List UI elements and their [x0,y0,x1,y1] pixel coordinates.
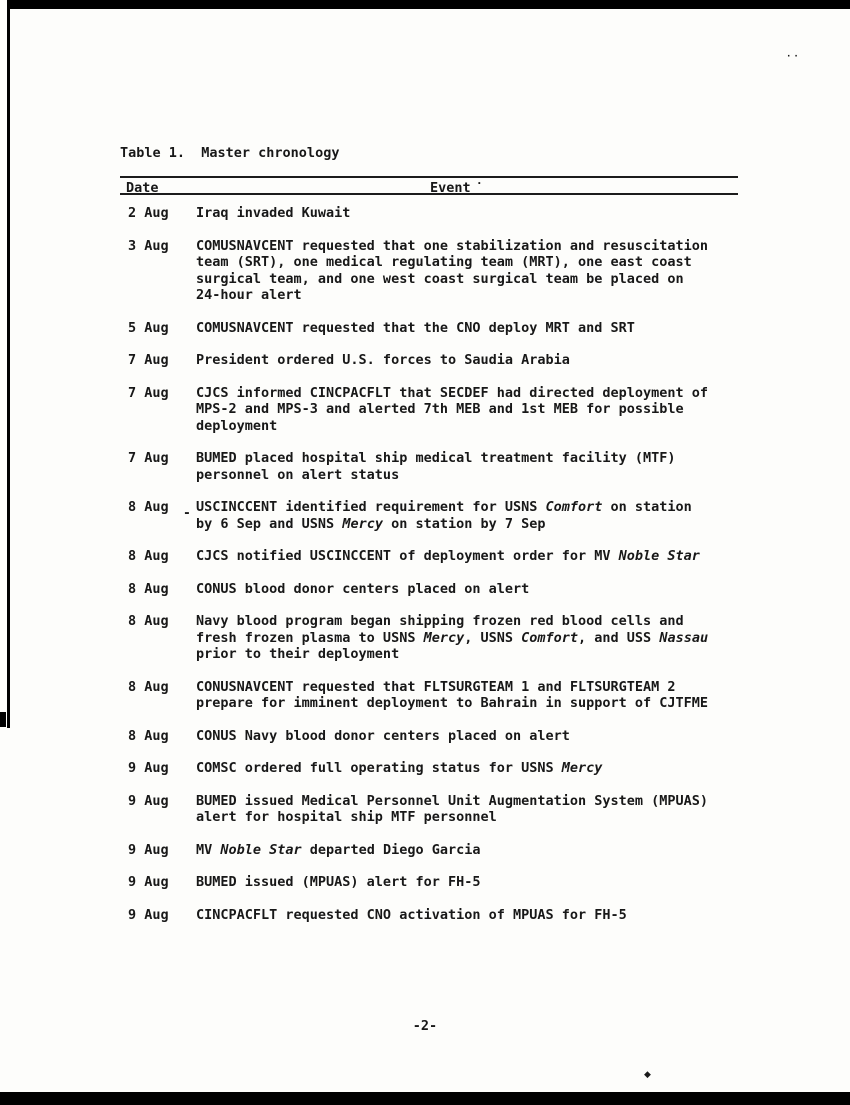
event-line: by 6 Sep and USNS Mercy on station by 7 Sep [196,515,546,532]
table-row [128,793,773,826]
date-cell: 8 Aug [128,678,169,695]
chronology-rows [128,205,773,939]
event-line: CINCPACFLT requested CNO activation of MPUAS for FH-5 [196,906,627,923]
event-cell [196,352,773,369]
event-cell [196,842,773,859]
ship-name: Mercy [342,515,383,532]
table-row [128,581,773,598]
event-line: COMUSNAVCENT requested that the CNO deploy MRT and SRT [196,319,635,336]
scan-edge-bottom [0,1092,850,1105]
table-row [128,679,773,712]
table-row [128,728,773,745]
date-cell: 8 Aug [128,548,169,564]
date-cell: 7 Aug [128,352,169,368]
date-cell: 8 Aug [128,499,169,515]
date-cell: 8 Aug [128,580,169,597]
date-cell: 3 Aug [128,237,169,254]
event-line: MV Noble Star departed Diego Garcia [196,841,481,858]
table-row [128,874,773,891]
event-cell [196,679,773,712]
date-cell: 9 Aug [128,874,169,890]
ship-name: Comfort [521,629,579,646]
event-line: alert for hospital ship MTF personnel [196,809,497,825]
table-row [128,205,773,222]
table-row [128,385,773,435]
scan-artifact-tick: - [183,506,191,521]
table-row [128,499,773,532]
date-cell: 9 Aug [128,841,169,858]
ship-name: Noble Star [220,841,302,858]
event-line: surgical team, and one west coast surgical team be placed on [196,270,684,287]
event-line: BUMED issued Medical Personnel Unit Augmentation System (MPUAS) [196,792,709,809]
event-line: CONUSNAVCENT requested that FLTSURGTEAM 1 and FLTSURGTEAM 2 [196,678,676,695]
event-line: prepare for imminent deployment to Bahrain in support of CJTFME [196,695,709,711]
event-cell [196,760,773,777]
ship-name: Nassau [659,629,709,646]
table-title: Table 1. Master chronology [120,145,340,161]
ship-name: Mercy [561,760,603,776]
event-line: USCINCCENT identified requirement for USNS Comfort on station [196,499,692,515]
event-cell [196,548,773,565]
column-header-event: Event [430,180,471,196]
event-line: CONUS blood donor centers placed on alert [196,580,530,597]
date-cell: 5 Aug [128,319,169,336]
scan-artifact-mark: ◆ [644,1070,651,1080]
event-cell [196,613,773,663]
event-cell [196,581,773,598]
event-line: Iraq invaded Kuwait [196,205,351,221]
event-cell [196,874,773,891]
date-cell: 7 Aug [128,450,169,466]
event-line: MPS-2 and MPS-3 and alerted 7th MEB and 1st MEB for possible [196,401,684,417]
event-line: CJCS notified USCINCCENT of deployment order for MV Noble Star [196,548,700,564]
scan-artifact-dots: ·· [786,52,801,62]
ship-name: Comfort [545,499,603,515]
event-line: fresh frozen plasma to USNS Mercy, USNS Comfort, and USS Nassau [196,629,709,646]
event-cell [196,385,773,435]
table-row [128,450,773,483]
scan-edge-left [7,0,10,728]
table-row [128,352,773,369]
event-cell [196,793,773,826]
ship-name: Mercy [423,629,465,646]
event-cell [196,450,773,483]
event-line: CONUS Navy blood donor centers placed on alert [196,727,570,744]
scan-artifact-event-dot: · [476,177,483,190]
event-line: COMUSNAVCENT requested that one stabilization and resuscitation [196,237,709,254]
date-cell: 8 Aug [128,613,169,629]
date-cell: 2 Aug [128,205,169,221]
page-number: -2- [412,1018,438,1034]
event-line: Navy blood program began shipping frozen red blood cells and [196,613,684,629]
table-row [128,238,773,304]
event-line: prior to their deployment [196,646,400,662]
scan-edge-top [7,0,850,9]
event-line: COMSC ordered full operating status for USNS Mercy [196,760,603,776]
event-line: team (SRT), one medical regulating team (MRT), one east coast [196,254,692,270]
scan-edge-blob [0,712,6,727]
table-row [128,320,773,337]
date-cell: 8 Aug [128,727,169,744]
event-cell [196,728,773,745]
event-cell [196,907,773,924]
table-row [128,548,773,565]
event-cell [196,238,773,304]
table-row [128,760,773,777]
event-cell [196,320,773,337]
date-cell: 9 Aug [128,792,169,809]
event-line: CJCS informed CINCPACFLT that SECDEF had directed deployment of [196,384,709,401]
event-line: deployment [196,417,278,434]
column-header-date: Date [126,180,159,196]
table-row [128,907,773,924]
date-cell: 9 Aug [128,906,169,923]
ship-name: Noble Star [618,548,700,564]
event-cell [196,205,773,222]
table-header [120,176,738,195]
event-line: President ordered U.S. forces to Saudia Arabia [196,352,570,368]
event-line: BUMED placed hospital ship medical treatment facility (MTF) [196,450,676,466]
event-line: personnel on alert status [196,466,400,483]
date-cell: 9 Aug [128,760,169,776]
table-row [128,613,773,663]
date-cell: 7 Aug [128,384,169,401]
event-line: 24-hour alert [196,287,302,303]
event-cell [196,499,773,532]
event-line: BUMED issued (MPUAS) alert for FH-5 [196,874,481,890]
table-row [128,842,773,859]
